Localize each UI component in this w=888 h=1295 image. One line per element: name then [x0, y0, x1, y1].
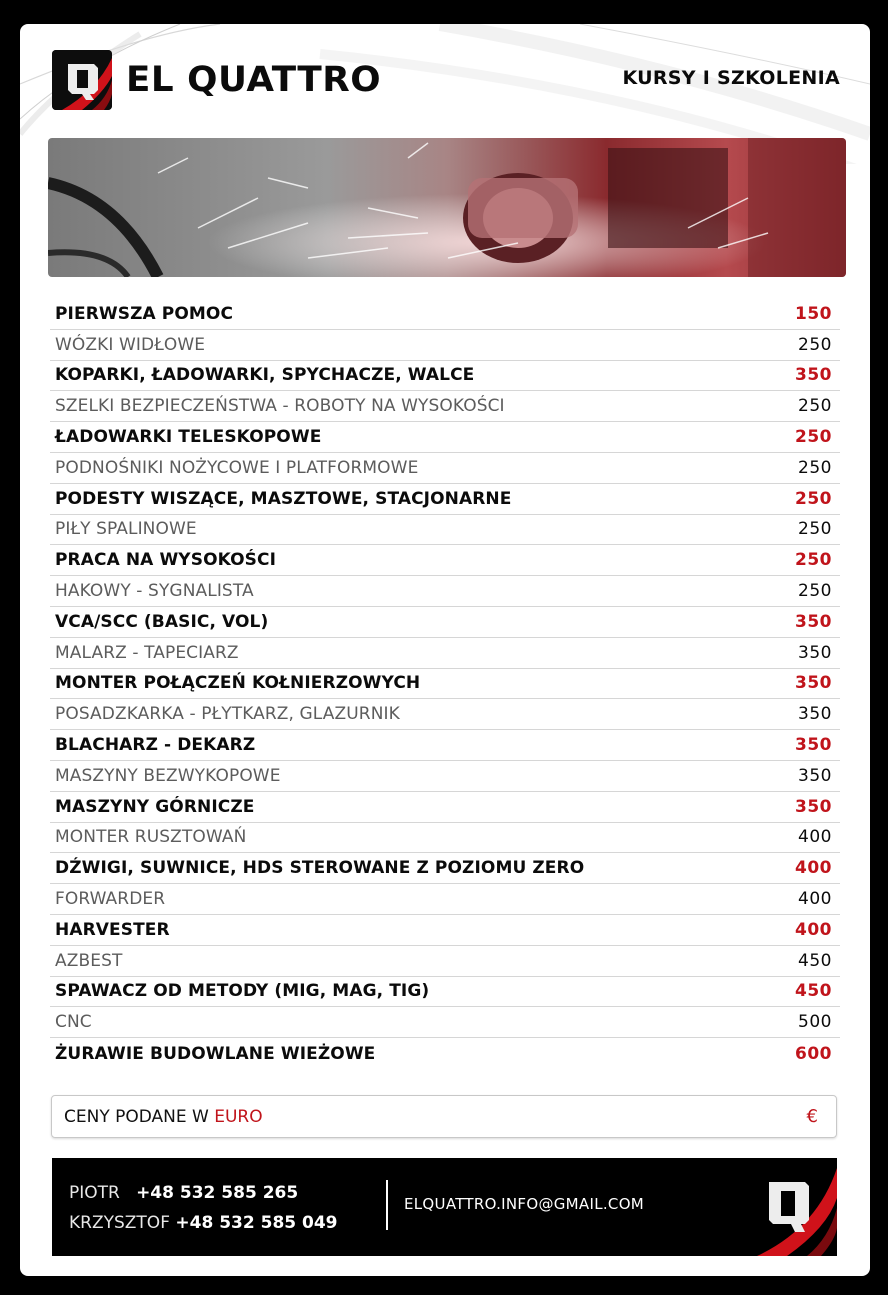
course-price-list	[50, 299, 840, 1069]
course-price: 600	[795, 1043, 832, 1064]
course-name: PIERWSZA POMOC	[55, 303, 234, 324]
course-row	[50, 638, 840, 669]
course-row	[50, 391, 840, 422]
course-price: 350	[795, 365, 832, 386]
currency-note	[51, 1095, 837, 1138]
course-name: PODNOŚNIKI NOŻYCOWE I PLATFORMOWE	[55, 457, 419, 478]
course-price: 500	[798, 1012, 832, 1033]
course-price: 250	[798, 334, 832, 355]
course-row	[50, 1038, 840, 1069]
page-tagline: KURSY I SZKOLENIA	[622, 67, 840, 89]
course-price: 250	[798, 519, 832, 540]
course-name: PRACA NA WYSOKOŚCI	[55, 550, 277, 571]
course-row	[50, 484, 840, 515]
course-row	[50, 884, 840, 915]
course-name: CNC	[55, 1012, 92, 1033]
course-price: 250	[798, 457, 832, 478]
contact-name: PIOTR	[69, 1183, 120, 1203]
course-name: HARVESTER	[55, 919, 170, 940]
course-price: 250	[795, 488, 832, 509]
course-name: SPAWACZ OD METODY (MIG, MAG, TIG)	[55, 981, 430, 1002]
course-price: 400	[795, 919, 832, 940]
course-row	[50, 1007, 840, 1038]
course-row	[50, 946, 840, 977]
course-price: 450	[798, 950, 832, 971]
course-price: 400	[798, 889, 832, 910]
course-price: 450	[795, 981, 832, 1002]
course-name: MASZYNY BEZWYKOPOWE	[55, 765, 281, 786]
course-name: POSADZKARKA - PŁYTKARZ, GLAZURNIK	[55, 704, 400, 725]
course-row	[50, 699, 840, 730]
course-row	[50, 361, 840, 392]
course-row	[50, 576, 840, 607]
contact-phone[interactable]: +48 532 585 265	[136, 1183, 299, 1203]
course-price: 400	[795, 858, 832, 879]
course-price: 250	[798, 581, 832, 602]
course-name: VCA/SCC (BASIC, VOL)	[55, 611, 269, 632]
price-list-card	[20, 24, 870, 1276]
brand	[52, 50, 382, 110]
course-name: AZBEST	[55, 950, 123, 971]
course-name: MASZYNY GÓRNICZE	[55, 796, 255, 817]
contact-footer	[52, 1158, 837, 1256]
contact-krzysztof	[69, 1208, 338, 1238]
course-name: FORWARDER	[55, 889, 166, 910]
course-row	[50, 730, 840, 761]
course-row	[50, 761, 840, 792]
course-price: 250	[795, 550, 832, 571]
course-price: 350	[795, 796, 832, 817]
course-row	[50, 422, 840, 453]
course-row	[50, 853, 840, 884]
course-row	[50, 915, 840, 946]
course-name: ŻURAWIE BUDOWLANE WIEŻOWE	[55, 1043, 376, 1064]
contact-email[interactable]: ELQUATTRO.INFO@GMAIL.COM	[404, 1195, 645, 1213]
course-row	[50, 823, 840, 854]
course-price: 350	[798, 642, 832, 663]
contact-list	[69, 1178, 338, 1238]
course-price: 350	[798, 704, 832, 725]
course-price: 350	[795, 735, 832, 756]
q-logo-icon	[52, 50, 112, 110]
course-name: SZELKI BEZPIECZEŃSTWA - ROBOTY NA WYSOKOŚCI	[55, 396, 505, 417]
course-name: KOPARKI, ŁADOWARKI, SPYCHACZE, WALCE	[55, 365, 475, 386]
q-logo-icon	[757, 1158, 837, 1256]
euro-icon: €	[806, 1106, 818, 1127]
banner-image	[48, 138, 846, 277]
course-row	[50, 453, 840, 484]
course-name: ŁADOWARKI TELESKOPOWE	[55, 427, 322, 448]
currency-name: EURO	[214, 1106, 263, 1127]
course-name: PODESTY WISZĄCE, MASZTOWE, STACJONARNE	[55, 488, 512, 509]
course-name: MONTER POŁĄCZEŃ KOŁNIERZOWYCH	[55, 673, 421, 694]
course-price: 350	[795, 611, 832, 632]
course-row	[50, 607, 840, 638]
contact-name: KRZYSZTOF	[69, 1213, 170, 1233]
course-price: 350	[795, 673, 832, 694]
course-row	[50, 669, 840, 700]
course-row	[50, 515, 840, 546]
footer-divider	[386, 1180, 388, 1230]
contact-piotr	[69, 1178, 338, 1208]
course-row	[50, 545, 840, 576]
currency-note-text: CENY PODANE W EURO	[64, 1106, 263, 1127]
contact-phone[interactable]: +48 532 585 049	[175, 1213, 338, 1233]
course-row	[50, 977, 840, 1008]
course-name: MALARZ - TAPECIARZ	[55, 642, 239, 663]
course-name: HAKOWY - SYGNALISTA	[55, 581, 254, 602]
course-price: 400	[798, 827, 832, 848]
course-price: 350	[798, 765, 832, 786]
course-name: BLACHARZ - DEKARZ	[55, 735, 256, 756]
course-row	[50, 792, 840, 823]
course-price: 250	[795, 427, 832, 448]
course-price: 150	[795, 303, 832, 324]
course-name: DŹWIGI, SUWNICE, HDS STEROWANE Z POZIOMU ZERO	[55, 858, 585, 879]
course-row	[50, 299, 840, 330]
course-name: MONTER RUSZTOWAŃ	[55, 827, 247, 848]
course-name: WÓZKI WIDŁOWE	[55, 334, 206, 355]
course-price: 250	[798, 396, 832, 417]
course-name: PIŁY SPALINOWE	[55, 519, 197, 540]
course-row	[50, 330, 840, 361]
brand-name: EL QUATTRO	[126, 60, 382, 100]
